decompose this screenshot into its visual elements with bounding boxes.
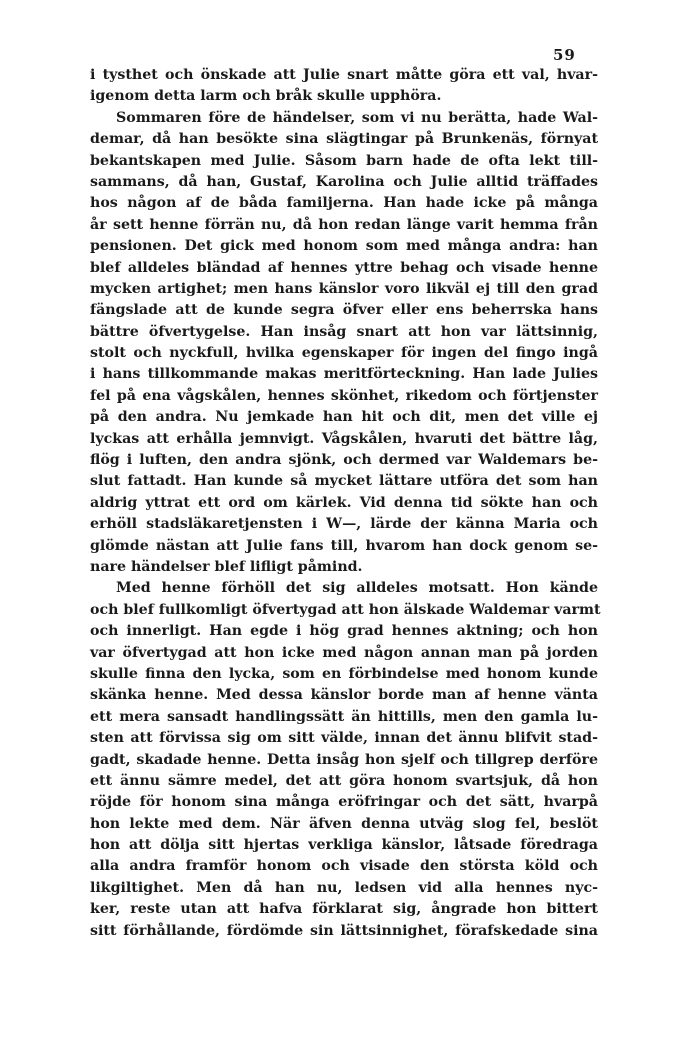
text-line: stolt och nyckfull, hvilka egenskaper för ingen del fingo ingå <box>90 345 598 362</box>
text-line: sten att förvissa sig om sitt välde, innan det ännu blifvit stad- <box>90 730 598 747</box>
text-line: hon att dölja sitt hjertas verkliga känslor, låtsade föredraga <box>90 837 598 854</box>
body-text <box>90 65 601 942</box>
text-line: pensionen. Det gick med honom som med många andra: han <box>90 238 598 255</box>
text-line: och blef fullkomligt öfvertygad att hon älskade Waldemar varmt <box>90 601 601 618</box>
text-line: demar, då han besökte sina slägtingar på Brunkenäs, förnyat <box>90 131 598 148</box>
text-line: i tysthet och önskade att Julie snart måtte göra ett val, hvar- <box>90 67 598 83</box>
text-line: Sommaren före de händelser, som vi nu berätta, hade Wal- <box>116 109 598 126</box>
text-line: hon lekte med dem. När äfven denna utväg slog fel, beslöt <box>90 815 598 832</box>
text-line: lyckas att erhålla jemnvigt. Vågskålen, hvaruti det bättre låg, <box>90 430 598 447</box>
text-line: gadt, skadade henne. Detta insåg hon sjelf och tillgrep derföre <box>90 751 598 768</box>
text-line: nare händelser blef lifligt påmind. <box>90 558 363 575</box>
text-line: i hans tillkommande makas meritförteckning. Han lade Julies <box>90 366 598 383</box>
text-line: erhöll stadsläkaretjensten i W—, lärde der känna Maria och <box>90 516 598 533</box>
text-line: hos någon af de båda familjerna. Han hade icke på många <box>90 195 598 212</box>
text-line: skänka henne. Med dessa känslor borde man af henne vänta <box>90 687 598 704</box>
text-line: glömde nästan att Julie fans till, hvarom han dock genom se- <box>90 537 598 554</box>
text-line: likgiltighet. Men då han nu, ledsen vid alla hennes nyc- <box>90 879 598 896</box>
text-line: ett ännu sämre medel, det att göra honom svartsjuk, då hon <box>90 772 598 789</box>
text-line: skulle finna den lycka, som en förbindelse med honom kunde <box>90 665 598 682</box>
text-line: år sett henne förrän nu, då hon redan länge varit hemma från <box>90 216 598 233</box>
text-line: bättre öfvertygelse. Han insåg snart att hon var lättsinnig, <box>90 323 598 340</box>
text-line: aldrig yttrat ett ord om kärlek. Vid denna tid sökte han och <box>90 494 598 511</box>
page-number: 59 <box>553 46 576 64</box>
text-line: Med henne förhöll det sig alldeles motsatt. Hon kände <box>116 580 598 597</box>
text-line: sammans, då han, Gustaf, Karolina och Julie alltid träffades <box>90 173 598 190</box>
text-line: alla andra framför honom och visade den största köld och <box>90 858 598 875</box>
text-line: och innerligt. Han egde i hög grad hennes aktning; och hon <box>90 623 598 640</box>
text-line: igenom detta larm och bråk skulle upphöra. <box>90 88 442 105</box>
text-line: fel på ena vågskålen, hennes skönhet, rikedom och förtjenster <box>90 387 598 404</box>
text-line: slut fattadt. Han kunde så mycket lättare utföra det som han <box>90 473 598 490</box>
text-line: röjde för honom sina många eröfringar och det sätt, hvarpå <box>90 794 598 811</box>
text-line: ett mera sansadt handlingssätt än hittills, men den gamla lu- <box>90 708 598 725</box>
text-line: mycken artighet; men hans känslor voro likväl ej till den grad <box>90 280 598 297</box>
text-line: fängslade att de kunde segra öfver eller ens beherrska hans <box>90 302 598 319</box>
text-line: blef alldeles bländad af hennes yttre behag och visade henne <box>90 259 598 276</box>
text-line: på den andra. Nu jemkade han hit och dit, men det ville ej <box>90 409 598 426</box>
text-line: var öfvertygad att hon icke med någon annan man på jorden <box>90 644 598 661</box>
text-line: sitt förhållande, fördömde sin lättsinnighet, förafskedade sina <box>90 922 598 939</box>
text-line: ker, reste utan att hafva förklarat sig, ångrade hon bittert <box>90 901 598 918</box>
text-line: flög i luften, den andra sjönk, och dermed var Waldemars be- <box>90 452 598 469</box>
text-line: bekantskapen med Julie. Såsom barn hade de ofta lekt till- <box>90 152 598 169</box>
